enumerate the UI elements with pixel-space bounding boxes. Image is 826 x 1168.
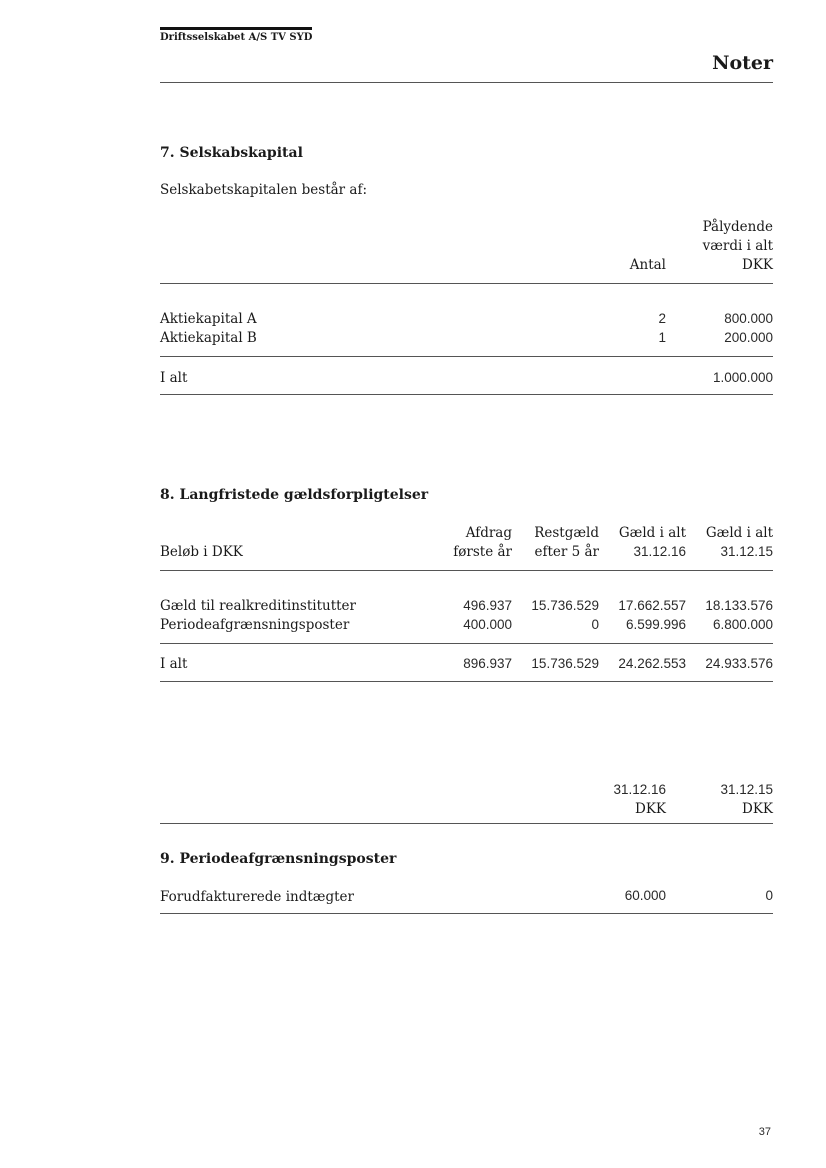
note8-total-rule <box>160 681 773 682</box>
note8-col-header: Afdrag <box>465 525 512 541</box>
note8-row-value: 496.937 <box>463 598 512 613</box>
note8-total-value: 24.933.576 <box>705 656 773 671</box>
note7-subtotal-rule <box>160 356 773 357</box>
note9-col2-header: 31.12.15 <box>720 782 773 797</box>
note8-col-header: Restgæld <box>534 525 599 541</box>
note7-row-value: 800.000 <box>724 311 773 326</box>
note8-row-value: 0 <box>591 617 599 632</box>
note9-col1-header: 31.12.16 <box>613 782 666 797</box>
header-top-rule <box>160 27 312 30</box>
note9-col2-unit: DKK <box>742 801 773 817</box>
note8-row-value: 18.133.576 <box>705 598 773 613</box>
note7-total-label: I alt <box>160 370 188 386</box>
note8-subtotal-rule <box>160 643 773 644</box>
note7-intro: Selskabetskapitalen består af: <box>160 182 368 198</box>
note9-header-rule <box>160 823 773 824</box>
note7-col-value-header-1: Pålydende <box>702 219 773 235</box>
note8-total-value: 24.262.553 <box>618 656 686 671</box>
note9-total-rule <box>160 913 773 914</box>
note8-row-label: Periodeafgrænsningsposter <box>160 617 350 633</box>
note9-col1-unit: DKK <box>635 801 666 817</box>
note8-row-label: Gæld til realkreditinstitutter <box>160 598 356 614</box>
note8-row-value: 6.599.996 <box>625 617 686 632</box>
company-name: Driftsselskabet A/S TV SYD <box>160 32 313 43</box>
note8-col-header-sub: efter 5 år <box>534 544 599 560</box>
note8-total-value: 15.736.529 <box>531 656 599 671</box>
note7-col-value-header-2: værdi i alt <box>702 238 773 254</box>
note7-title: 7. Selskabskapital <box>160 145 303 161</box>
note8-row-value: 17.662.557 <box>618 598 686 613</box>
note7-total-value: 1.000.000 <box>712 370 773 385</box>
header-rule <box>160 82 773 83</box>
note9-row-label: Forudfakturerede indtægter <box>160 889 354 905</box>
note8-header-rule <box>160 570 773 571</box>
note8-row-value: 15.736.529 <box>531 598 599 613</box>
note7-total-rule <box>160 394 773 395</box>
page-section-title: Noter <box>712 52 773 74</box>
note8-row-value: 6.800.000 <box>712 617 773 632</box>
note8-total-value: 896.937 <box>463 656 512 671</box>
note7-row-value: 200.000 <box>724 330 773 345</box>
note7-col-value-header-3: DKK <box>742 257 773 273</box>
note8-col-header-sub: 31.12.16 <box>633 544 686 559</box>
note8-total-label: I alt <box>160 656 188 672</box>
note9-row-value-2015: 0 <box>765 888 773 903</box>
note9-title: 9. Periodeafgrænsningsposter <box>160 851 397 867</box>
note8-col-header: Gæld i alt <box>618 525 686 541</box>
note8-col-header-sub: 31.12.15 <box>720 544 773 559</box>
note7-header-rule <box>160 283 773 284</box>
note8-col-label-header: Beløb i DKK <box>160 544 243 560</box>
note7-col-antal-header: Antal <box>629 257 666 273</box>
note7-row-label: Aktiekapital A <box>160 311 257 327</box>
page-number: 37 <box>758 1126 771 1138</box>
note8-col-header: Gæld i alt <box>705 525 773 541</box>
note7-row-label: Aktiekapital B <box>160 330 257 346</box>
note8-row-value: 400.000 <box>463 617 512 632</box>
note8-title: 8. Langfristede gældsforpligtelser <box>160 487 429 503</box>
note7-row-antal: 2 <box>658 311 666 326</box>
note8-col-header-sub: første år <box>453 544 512 560</box>
note7-row-antal: 1 <box>658 330 666 345</box>
note9-row-value-2016: 60.000 <box>624 888 666 903</box>
